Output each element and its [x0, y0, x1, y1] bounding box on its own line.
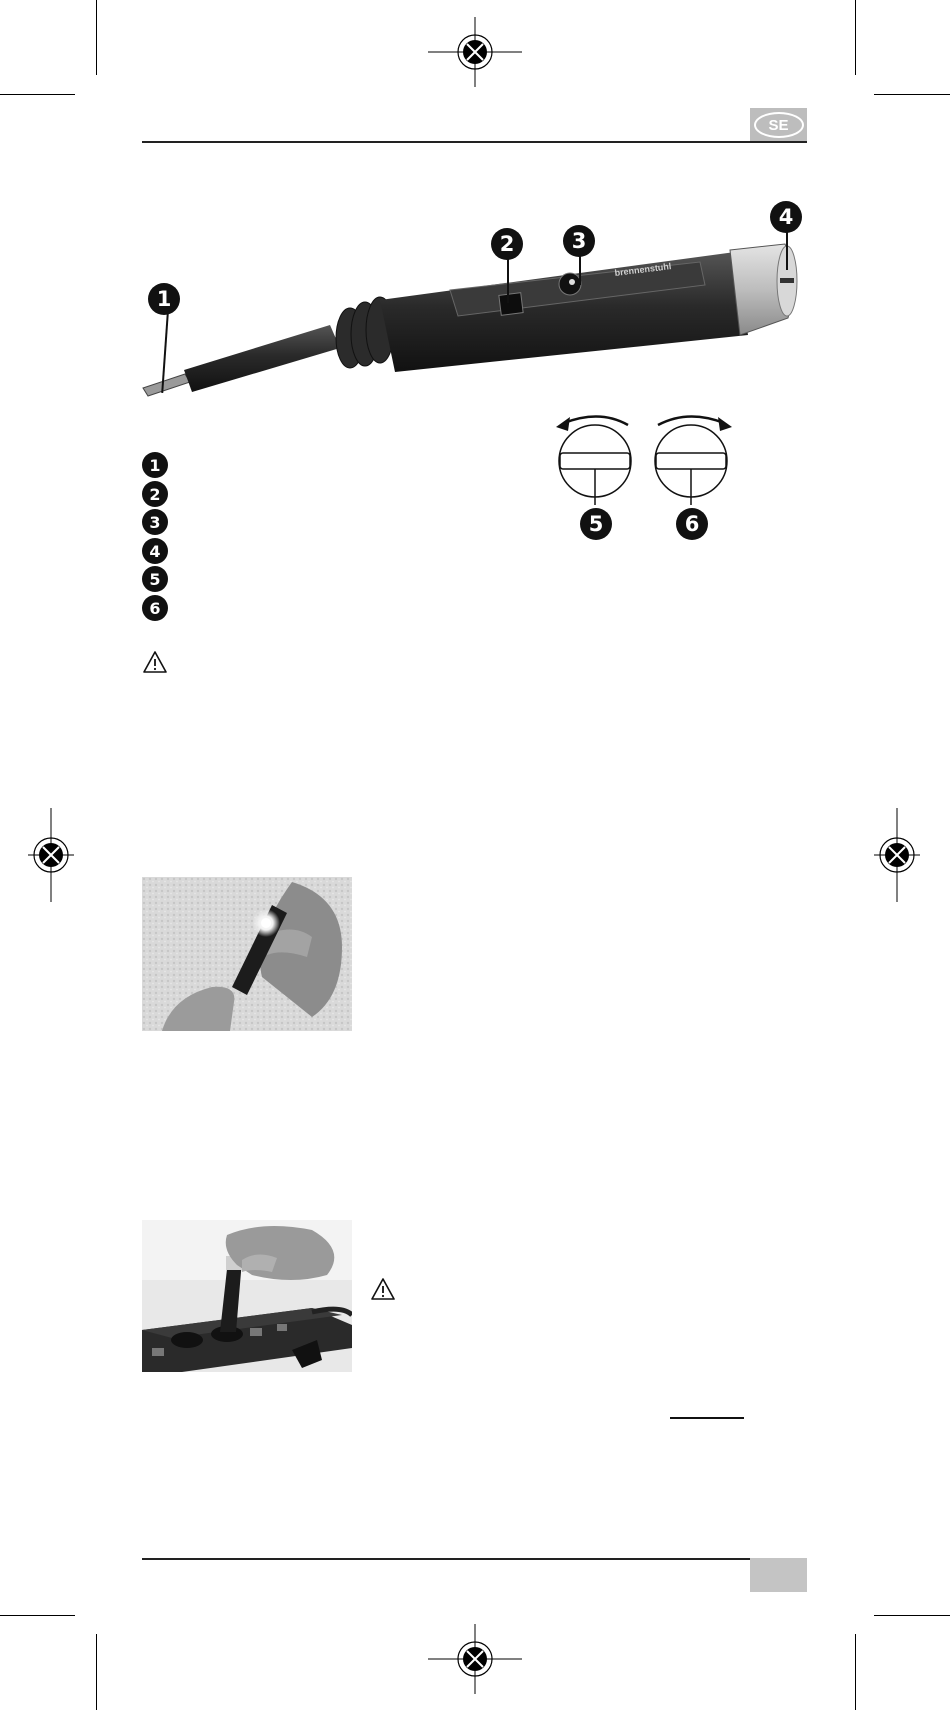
legend-number-6: 6 [142, 595, 168, 621]
callout-leader [786, 232, 788, 270]
crosshair-registration-mark-icon [428, 1624, 522, 1694]
legend-number-4: 4 [142, 538, 168, 564]
legend-number-3: 3 [142, 509, 168, 535]
callout-leader [507, 258, 509, 303]
warning-triangle-icon [142, 650, 168, 674]
short-underline [670, 1417, 744, 1419]
footer-rule [142, 1558, 807, 1560]
callout-6: 6 [676, 508, 708, 540]
crop-mark [855, 0, 856, 75]
callout-1: 1 [148, 283, 180, 315]
crop-mark [0, 1615, 75, 1616]
page-number-badge [750, 1558, 807, 1592]
crop-mark [96, 0, 97, 75]
photo-tester-illuminated [142, 877, 352, 1031]
crosshair-registration-mark-icon [428, 17, 522, 87]
callout-2: 2 [491, 228, 523, 260]
language-badge [750, 108, 807, 142]
rotation-diagram [548, 405, 748, 505]
crosshair-registration-mark-icon [874, 808, 920, 902]
callout-4: 4 [770, 201, 802, 233]
callout-3: 3 [563, 225, 595, 257]
legend-number-5: 5 [142, 566, 168, 592]
legend-number-1: 1 [142, 452, 168, 478]
crop-mark [855, 1634, 856, 1710]
header-rule [142, 141, 807, 143]
language-badge-label: SE [754, 112, 804, 138]
crop-mark [874, 94, 950, 95]
callout-5: 5 [580, 508, 612, 540]
legend-number-2: 2 [142, 481, 168, 507]
warning-triangle-icon [370, 1277, 396, 1301]
crop-mark [0, 94, 75, 95]
callout-leader [579, 255, 581, 285]
photo-tester-in-socket [142, 1220, 352, 1372]
voltage-tester-illustration [140, 240, 810, 410]
crop-mark [874, 1615, 950, 1616]
brand-logo-text: brennenstuhl [614, 261, 672, 278]
crop-mark [96, 1634, 97, 1710]
crosshair-registration-mark-icon [28, 808, 74, 902]
